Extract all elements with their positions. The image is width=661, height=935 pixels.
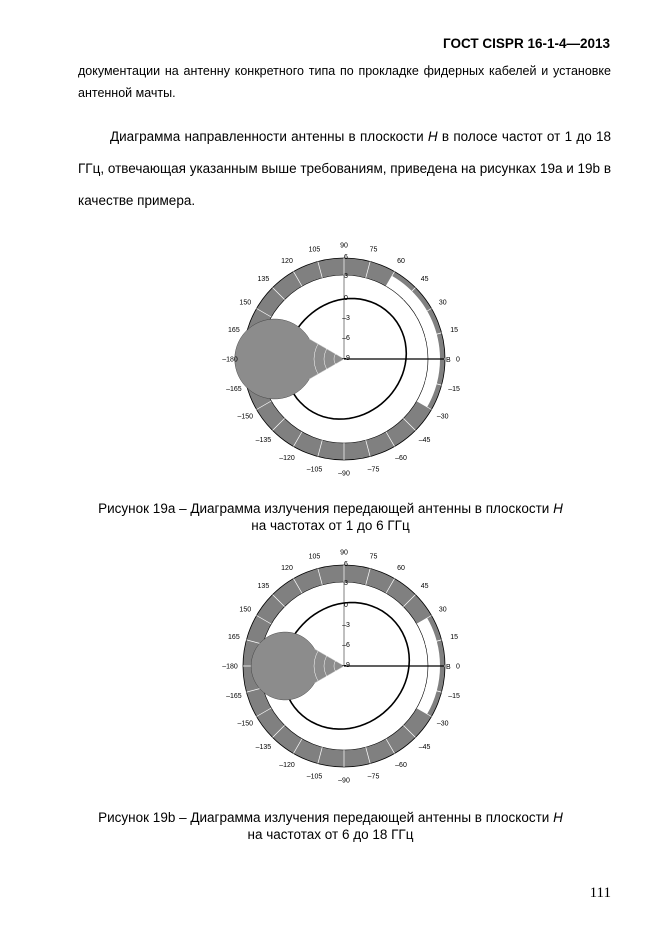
level-label: –3 [342, 315, 350, 322]
figure-19a-caption [60, 500, 601, 534]
angle-label: –45 [418, 437, 431, 445]
angle-label: 30 [438, 606, 447, 614]
angle-label: –105 [306, 466, 323, 474]
document-header: ГОСТ CISPR 16-1-4—2013 [443, 36, 610, 51]
level-label: 3 [344, 273, 348, 280]
angle-label: –180 [222, 356, 238, 364]
angle-label: 60 [397, 564, 405, 572]
angle-label: 150 [239, 299, 252, 307]
angle-label: –30 [436, 720, 449, 728]
figure-19b-caption-h: H [553, 810, 563, 825]
figure-19b-caption-line2: на частотах от 6 до 18 ГГц [247, 827, 414, 842]
angle-label: –180 [222, 663, 238, 671]
angle-label: 135 [257, 275, 270, 283]
paragraph-2-part-a: Диаграмма направленности антенны в плоскости [110, 129, 428, 144]
angle-label: –45 [418, 744, 431, 752]
angle-label: 45 [420, 582, 429, 590]
angle-label: 60 [397, 257, 405, 265]
level-label: –9 [342, 355, 350, 362]
figure-19a-polar-plot [200, 238, 470, 488]
angle-label: 150 [239, 606, 252, 614]
level-label: 6 [344, 561, 348, 568]
angle-label: 135 [257, 582, 270, 590]
angle-label: 75 [369, 246, 378, 254]
level-label: 6 [344, 254, 348, 261]
figure-19b-svg [200, 545, 470, 795]
paragraph-2 [78, 121, 611, 217]
figure-19a-caption-line2: на частотах от 1 до 6 ГГц [251, 518, 410, 533]
paragraph-2-part-b: в полосе частот от 1 до 18 ГГц, отвечающая указанным выше требованиям, приведена на рисунках 19а и 19b в качестве примера. [78, 129, 612, 208]
figure-19b-caption [60, 809, 601, 843]
paragraph-2-h: H [427, 129, 438, 144]
angle-label: –150 [237, 413, 254, 421]
angle-label: 0 [456, 663, 460, 671]
angle-label: 105 [308, 553, 321, 561]
page-number: 111 [589, 885, 611, 901]
level-label: –9 [342, 662, 350, 669]
angle-label: 105 [308, 246, 321, 254]
reference-label: B [446, 664, 451, 671]
angle-label: 30 [438, 299, 447, 307]
level-label: –6 [342, 642, 350, 649]
angle-label: 0 [456, 356, 460, 364]
angle-label: 120 [281, 564, 293, 572]
level-label: –3 [342, 622, 350, 629]
level-label: –6 [342, 335, 350, 342]
angle-label: –15 [448, 693, 460, 701]
angle-label: –150 [237, 720, 254, 728]
angle-label: 120 [281, 257, 293, 265]
angle-label: –90 [338, 470, 350, 478]
angle-label: –105 [306, 773, 323, 781]
figure-19b-polar-plot [200, 545, 470, 795]
figure-19a-svg [200, 238, 470, 488]
angle-label: –135 [255, 744, 272, 752]
angle-label: –60 [395, 762, 407, 770]
level-label: 0 [344, 602, 348, 609]
angle-label: –120 [279, 455, 295, 463]
angle-label: 90 [340, 549, 348, 557]
angle-label: 15 [450, 326, 459, 334]
angle-label: 165 [228, 326, 240, 334]
paragraph-1: документации на антенну конкретного типа по прокладке фидерных кабелей и установке антенной мачты. [78, 64, 611, 100]
angle-label: –165 [226, 386, 242, 394]
figure-19a-caption-text: Рисунок 19а – Диаграмма излучения передающей антенны в плоскости [98, 501, 554, 516]
figure-19b-caption-line1 [60, 809, 601, 826]
figure-19a-caption-line1 [60, 500, 601, 517]
angle-label: –135 [255, 437, 272, 445]
angle-label: –75 [367, 466, 380, 474]
angle-label: 90 [340, 242, 348, 250]
reference-label: B [446, 357, 451, 364]
angle-label: 45 [420, 275, 429, 283]
angle-label: –165 [226, 693, 242, 701]
figure-19b-caption-text: Рисунок 19b – Диаграмма излучения передающей антенны в плоскости [98, 810, 554, 825]
level-label: 3 [344, 580, 348, 587]
angle-label: 165 [228, 633, 240, 641]
angle-label: –90 [338, 777, 350, 785]
level-label: 0 [344, 295, 348, 302]
figure-19a-caption-h: H [553, 501, 563, 516]
angle-label: –30 [436, 413, 449, 421]
angle-label: –120 [279, 762, 295, 770]
angle-label: –60 [395, 455, 407, 463]
angle-label: 75 [369, 553, 378, 561]
angle-label: 15 [450, 633, 459, 641]
angle-label: –15 [448, 386, 460, 394]
angle-label: –75 [367, 773, 380, 781]
